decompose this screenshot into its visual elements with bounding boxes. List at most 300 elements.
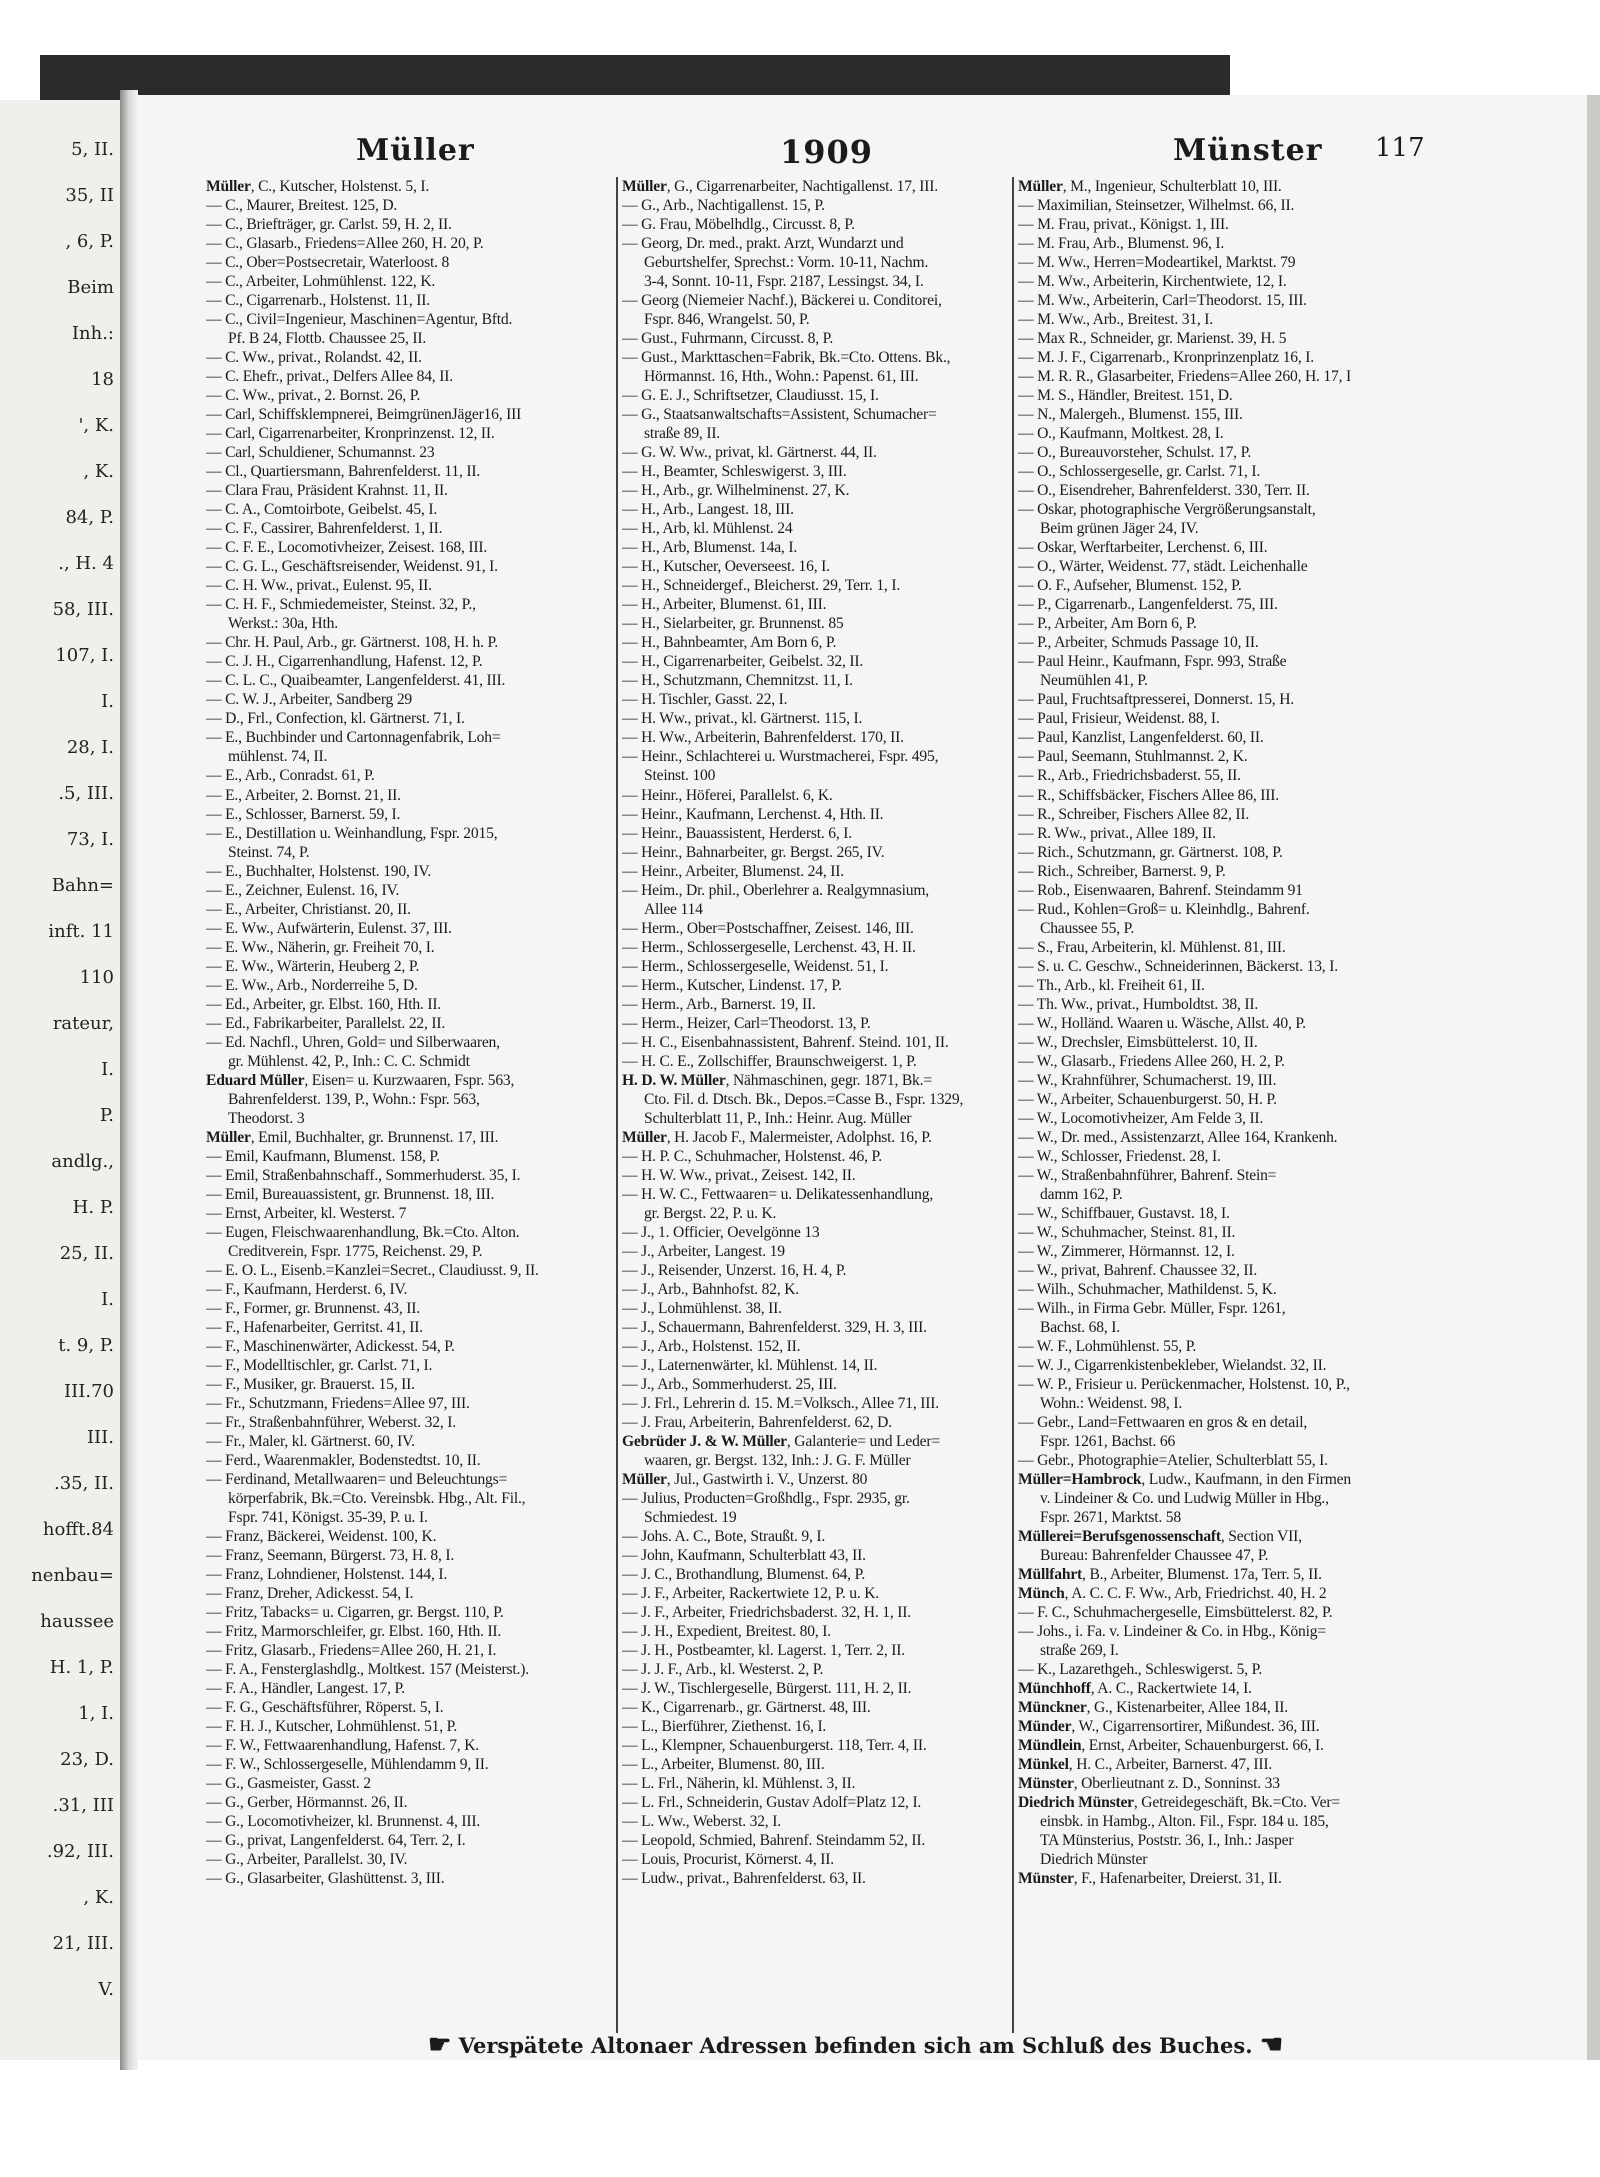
directory-entry: — Paul, Frisieur, Weidenst. 88, I. — [1018, 710, 1220, 728]
directory-entry: — E., Destillation u. Weinhandlung, Fspr. 2015, — [206, 824, 498, 842]
directory-entry: — C. F. E., Locomotivheizer, Zeisest. 168, III. — [206, 539, 488, 557]
previous-page-fragment: 23, D. — [60, 1749, 114, 1770]
directory-entry: — Max R., Schneider, gr. Marienst. 39, H. 5 — [1018, 330, 1287, 348]
directory-entry: — Carl, Schiffsklempnerei, BeimgrünenJäger16, III — [206, 406, 522, 424]
directory-entry: — W., Schuhmacher, Steinst. 81, II. — [1018, 1223, 1236, 1241]
column-middle — [622, 177, 1012, 2037]
directory-entry: — W., Drechsler, Eimsbüttelerst. 10, II. — [1018, 1033, 1258, 1051]
directory-entry: — J. Frl., Lehrerin d. 15. M.=Volksch., Allee 71, III. — [622, 1395, 939, 1412]
previous-page-fragment: P. — [99, 1105, 114, 1126]
directory-entry: — C., Civil=Ingenieur, Maschinen=Agentur, Bftd. — [206, 311, 513, 329]
directory-entry: — Wilh., Schuhmacher, Mathildenst. 5, K. — [1018, 1280, 1277, 1298]
previous-page-fragment: I. — [101, 691, 114, 712]
directory-entry: Münster, Oberlieutnant z. D., Sonninst. 33 — [1018, 1775, 1280, 1793]
directory-entry: — J., Arbeiter, Langest. 19 — [622, 1242, 785, 1260]
directory-entry: Eduard Müller, Eisen= u. Kurzwaaren, Fspr. 563, — [206, 1071, 515, 1089]
directory-entry: — W., Locomotivheizer, Am Felde 3, II. — [1018, 1109, 1264, 1127]
directory-entry: — L. Ww., Weberst. 32, I. — [622, 1813, 781, 1831]
previous-page-fragment: , 6, P. — [65, 231, 114, 252]
previous-page-fragment: 5, II. — [71, 139, 114, 160]
directory-entry: — R. Ww., privat., Allee 189, II. — [1018, 824, 1216, 842]
directory-entry: — L. Frl., Näherin, kl. Mühlenst. 3, II. — [622, 1775, 856, 1793]
directory-entry: — Ferdinand, Metallwaaren= und Beleuchtungs= — [206, 1471, 508, 1489]
previous-page-fragment: 18 — [91, 369, 114, 390]
directory-entry: — F. G., Geschäftsführer, Röperst. 5, I. — [206, 1699, 444, 1717]
footer-notice — [428, 2030, 1283, 2060]
directory-entry: — C., Maurer, Breitest. 125, D. — [206, 197, 398, 215]
directory-entry: — Heinr., Höferei, Parallelst. 6, K. — [622, 786, 833, 804]
directory-entry: — Herm., Ober=Postschaffner, Zeisest. 146, III. — [622, 919, 914, 937]
previous-page-fragment: ., H. 4 — [58, 553, 114, 574]
directory-entry: Müller, C., Kutscher, Holstenst. 5, I. — [206, 178, 430, 195]
directory-entry: — M. R. R., Glasarbeiter, Friedens=Allee 260, H. 17, I — [1018, 368, 1352, 386]
directory-entry: — E., Schlosser, Barnerst. 59, I. — [206, 805, 401, 823]
previous-page-fragment: H. 1, P. — [49, 1657, 114, 1678]
directory-entry: Münster, F., Hafenarbeiter, Dreierst. 31, II. — [1018, 1870, 1282, 1888]
column-rule — [1012, 177, 1014, 2033]
directory-entry: — P., Arbeiter, Schmuds Passage 10, II. — [1018, 634, 1259, 652]
directory-entry: — M. Ww., Arb., Breitest. 31, I. — [1018, 311, 1214, 329]
directory-entry: waaren, gr. Bergst. 132, Inh.: J. G. F. Müller — [644, 1452, 911, 1470]
directory-entry: — Heinr., Bahnarbeiter, gr. Bergst. 265, IV. — [622, 843, 885, 861]
directory-entry: — L., Klempner, Schauenburgerst. 118, Terr. 4, II. — [622, 1737, 927, 1755]
directory-entry: — D., Frl., Confection, kl. Gärtnerst. 71, I. — [206, 710, 465, 728]
directory-entry: — Georg, Dr. med., prakt. Arzt, Wundarzt und — [622, 235, 904, 253]
directory-entry: straße 89, II. — [644, 425, 721, 443]
directory-entry: — Chr. H. Paul, Arb., gr. Gärtnerst. 108, H. h. P. — [206, 634, 498, 652]
directory-entry: — G. Frau, Möbelhdlg., Circusst. 8, P. — [622, 216, 855, 234]
directory-entry: — Ed., Fabrikarbeiter, Parallelst. 22, II. — [206, 1014, 446, 1032]
directory-entry: — F. H. J., Kutscher, Lohmühlenst. 51, P. — [206, 1718, 458, 1736]
directory-entry: — Oskar, photographische Vergrößerungsanstalt, — [1018, 501, 1316, 519]
directory-entry: — E. Ww., Näherin, gr. Freiheit 70, I. — [206, 938, 435, 956]
directory-entry: — M. Ww., Arbeiterin, Kirchentwiete, 12, I. — [1018, 273, 1287, 291]
previous-page-fragment: 35, II — [65, 185, 114, 206]
directory-entry: — O. F., Aufseher, Blumenst. 152, P. — [1018, 577, 1242, 595]
directory-entry: körperfabrik, Bk.=Cto. Vereinsbk. Hbg., Alt. Fil., — [228, 1490, 526, 1508]
directory-entry: — H. Tischler, Gasst. 22, I. — [622, 691, 788, 709]
directory-entry: — H., Bahnbeamter, Am Born 6, P. — [622, 634, 837, 652]
directory-entry: Münkel, H. C., Arbeiter, Barnerst. 47, III. — [1018, 1756, 1273, 1774]
directory-entry: — W., Holländ. Waaren u. Wäsche, Allst. 40, P. — [1018, 1014, 1306, 1032]
directory-entry: — J. W., Tischlergeselle, Bürgerst. 111, H. 2, II. — [622, 1680, 912, 1698]
directory-entry: — H. C., Eisenbahnassistent, Bahrenf. Steind. 101, II. — [622, 1033, 949, 1051]
directory-entry: — H., Sielarbeiter, gr. Brunnenst. 85 — [622, 615, 844, 633]
directory-entry: Müller, Jul., Gastwirth i. V., Unzerst. 80 — [622, 1471, 868, 1489]
pointing-hand-left-icon: ☚ — [1259, 2030, 1284, 2060]
directory-entry: — Fritz, Tabacks= u. Cigarren, gr. Bergst. 110, P. — [206, 1604, 504, 1622]
directory-entry: — F. A., Händler, Langest. 17, P. — [206, 1680, 405, 1698]
directory-entry: — Rob., Eisenwaaren, Bahrenf. Steindamm 91 — [1018, 881, 1303, 899]
directory-entry: — Herm., Arb., Barnerst. 19, II. — [622, 995, 816, 1013]
directory-entry: — S., Frau, Arbeiterin, kl. Mühlenst. 81, III. — [1018, 938, 1286, 956]
directory-entry: — F., Former, gr. Brunnenst. 43, II. — [206, 1299, 420, 1317]
previous-page-fragment: I. — [101, 1059, 114, 1080]
previous-page-fragment: Bahn= — [51, 875, 114, 896]
directory-entry: — J., Arb., Bahnhofst. 82, K. — [622, 1280, 799, 1298]
directory-entry: — E. Ww., Aufwärterin, Eulenst. 37, III. — [206, 919, 452, 937]
previous-page-fragment: andlg., — [51, 1151, 114, 1172]
directory-entry: — G., Staatsanwaltschafts=Assistent, Schumacher= — [622, 406, 937, 424]
directory-entry: — Fritz, Marmorschleifer, gr. Elbst. 160, Hth. II. — [206, 1623, 502, 1641]
directory-entry: — Clara Frau, Präsident Krahnst. 11, II. — [206, 482, 448, 500]
directory-entry: — C. W. J., Arbeiter, Sandberg 29 — [206, 691, 413, 709]
previous-page-fragment: 21, III. — [52, 1933, 114, 1954]
directory-entry: Münchhoff, A. C., Rackertwiete 14, I. — [1018, 1680, 1252, 1698]
directory-entry: Münckner, G., Kistenarbeiter, Allee 184, II. — [1018, 1699, 1288, 1717]
directory-entry: Fspr. 741, Königst. 35-39, P. u. I. — [228, 1509, 428, 1527]
directory-entry: — F., Hafenarbeiter, Gerritst. 41, II. — [206, 1318, 423, 1336]
previous-page-fragment: Beim — [67, 277, 114, 298]
directory-entry: — C., Ober=Postsecretair, Waterloost. 8 — [206, 254, 450, 272]
directory-entry: — Emil, Kaufmann, Blumenst. 158, P. — [206, 1147, 440, 1165]
previous-page-fragment: ', K. — [78, 415, 114, 436]
directory-entry: — Fr., Schutzmann, Friedens=Allee 97, III. — [206, 1395, 470, 1412]
directory-entry: — E. Ww., Arb., Norderreihe 5, D. — [206, 976, 418, 994]
page-number: 117 — [1375, 133, 1425, 163]
directory-entry: — H. W. C., Fettwaaren= u. Delikatessenhandlung, — [622, 1185, 934, 1203]
directory-entry: — E., Arbeiter, Christianst. 20, II. — [206, 900, 411, 918]
directory-entry: — G., Arb., Nachtigallenst. 15, P. — [622, 197, 825, 215]
directory-entry: Müllfahrt, B., Arbeiter, Blumenst. 17a, Terr. 5, II. — [1018, 1566, 1322, 1584]
directory-entry: — G., privat, Langenfelderst. 64, Terr. 2, I. — [206, 1832, 466, 1850]
previous-page-fragment: 84, P. — [65, 507, 114, 528]
directory-entry: — N., Malergeh., Blumenst. 155, III. — [1018, 406, 1243, 424]
directory-entry: — Paul Heinr., Kaufmann, Fspr. 993, Straße — [1018, 653, 1287, 671]
directory-entry: — Cl., Quartiersmann, Bahrenfelderst. 11, II. — [206, 463, 481, 481]
directory-entry: — H., Arbeiter, Blumenst. 61, III. — [622, 596, 827, 614]
previous-page-fragment: 25, II. — [59, 1243, 114, 1264]
directory-entry: — W., Schiffbauer, Gustavst. 18, I. — [1018, 1204, 1230, 1222]
directory-entry: — E., Arb., Conradst. 61, P. — [206, 767, 375, 785]
directory-entry: — Gust., Markttaschen=Fabrik, Bk.=Cto. Ottens. Bk., — [622, 349, 951, 367]
directory-entry: — Franz, Lohndiener, Holstenst. 144, I. — [206, 1566, 448, 1584]
directory-entry: — J. H., Expedient, Breitest. 80, I. — [622, 1623, 831, 1641]
directory-entry: — Heinr., Arbeiter, Blumenst. 24, II. — [622, 862, 844, 880]
scanner-edge-bar — [40, 55, 1275, 100]
directory-entry: — P., Arbeiter, Am Born 6, P. — [1018, 615, 1197, 633]
directory-entry: — G., Arbeiter, Parallelst. 30, IV. — [206, 1851, 408, 1869]
previous-page-fragment: H. P. — [72, 1197, 114, 1218]
directory-entry: Müllerei=Berufsgenossenschaft, Section VII, — [1018, 1528, 1302, 1546]
directory-entry: — O., Kaufmann, Moltkest. 28, I. — [1018, 425, 1224, 443]
directory-entry: — E., Zeichner, Eulenst. 16, IV. — [206, 881, 400, 899]
directory-entry: gr. Mühlenst. 42, P., Inh.: C. C. Schmidt — [228, 1052, 470, 1070]
previous-page-fragment: .92, III. — [46, 1841, 114, 1862]
directory-entry: v. Lindeiner & Co. und Ludwig Müller in Hbg., — [1040, 1490, 1329, 1508]
directory-entry: — J. F., Arbeiter, Rackertwiete 12, P. u. K. — [622, 1585, 879, 1603]
directory-entry: — Paul, Seemann, Stuhlmannst. 2, K. — [1018, 748, 1248, 766]
previous-page-fragment: I. — [101, 1289, 114, 1310]
directory-entry: Müller=Hambrock, Ludw., Kaufmann, in den Firmen — [1018, 1471, 1351, 1489]
previous-page-fragment: 28, I. — [66, 737, 114, 758]
directory-entry: — Louis, Procurist, Körnerst. 4, II. — [622, 1851, 834, 1869]
directory-entry: — H., Schutzmann, Chemnitzst. 11, I. — [622, 672, 853, 690]
directory-entry: — R., Arb., Friedrichsbaderst. 55, II. — [1018, 767, 1241, 785]
scan-background — [138, 2060, 1600, 2177]
previous-page-fragment: t. 9, P. — [58, 1335, 114, 1356]
directory-entry: damm 162, P. — [1040, 1185, 1123, 1203]
directory-entry: — H., Arb., gr. Wilhelminenst. 27, K. — [622, 482, 850, 500]
directory-entry: — Ludw., privat., Bahrenfelderst. 63, II. — [622, 1870, 866, 1888]
directory-entry: — J. H., Postbeamter, kl. Lagerst. 1, Terr. 2, II. — [622, 1642, 905, 1660]
directory-entry: — H., Beamter, Schleswigerst. 3, III. — [622, 463, 847, 481]
directory-entry: — Ernst, Arbeiter, kl. Westerst. 7 — [206, 1204, 407, 1222]
previous-page-fragment: inft. 11 — [48, 921, 114, 942]
directory-entry: Gebrüder J. & W. Müller, Galanterie= und Leder= — [622, 1433, 940, 1451]
directory-entry: — Franz, Seemann, Bürgerst. 73, H. 8, I. — [206, 1547, 455, 1565]
directory-entry: Bureau: Bahrenfelder Chaussee 47, P. — [1040, 1547, 1269, 1565]
directory-entry: — M. Ww., Herren=Modeartikel, Marktst. 79 — [1018, 254, 1296, 272]
directory-entry: — Th. Ww., privat., Humboldtst. 38, II. — [1018, 995, 1259, 1013]
directory-entry: — G., Gasmeister, Gasst. 2 — [206, 1775, 371, 1793]
directory-entry: — Ed. Nachfl., Uhren, Gold= und Silberwaaren, — [206, 1033, 500, 1051]
directory-entry: — Georg (Niemeier Nachf.), Bäckerei u. Conditorei, — [622, 292, 942, 310]
directory-entry: — Carl, Schuldiener, Schumannst. 23 — [206, 444, 435, 462]
directory-entry: — H., Arb, Blumenst. 14a, I. — [622, 539, 798, 557]
directory-entry: — F. W., Schlossergeselle, Mühlendamm 9, II. — [206, 1756, 489, 1774]
directory-entry: — J., 1. Officier, Oevelgönne 13 — [622, 1223, 820, 1241]
directory-entry: — Johs., i. Fa. v. Lindeiner & Co. in Hbg., König= — [1018, 1623, 1326, 1641]
directory-entry: — F. A., Fensterglashdlg., Moltkest. 157 (Meisterst.). — [206, 1661, 529, 1679]
directory-entry: Fspr. 1261, Bachst. 66 — [1040, 1433, 1176, 1451]
directory-entry: — J., Schauermann, Bahrenfelderst. 329, H. 3, III. — [622, 1318, 927, 1336]
directory-entry: — W., Schlosser, Friedenst. 28, I. — [1018, 1147, 1221, 1165]
previous-page-edge — [0, 100, 123, 2060]
directory-entry: — F., Modelltischler, gr. Carlst. 71, I. — [206, 1356, 433, 1374]
directory-entry: — M. Ww., Arbeiterin, Carl=Theodorst. 15, III. — [1018, 292, 1307, 310]
directory-entry: — W. P., Frisieur u. Perückenmacher, Holstenst. 10, P., — [1018, 1375, 1350, 1393]
previous-page-fragment: 107, I. — [55, 645, 114, 666]
directory-entry: — G., Locomotivheizer, kl. Brunnenst. 4, III. — [206, 1813, 481, 1831]
previous-page-fragment: nenbau= — [31, 1565, 114, 1586]
directory-entry: — H., Arb., Langest. 18, III. — [622, 501, 794, 519]
directory-entry: — C. A., Comtoirbote, Geibelst. 45, I. — [206, 501, 438, 519]
directory-entry: — Eugen, Fleischwaarenhandlung, Bk.=Cto. Alton. — [206, 1223, 520, 1241]
directory-entry: — Oskar, Werftarbeiter, Lerchenst. 6, III. — [1018, 539, 1268, 557]
directory-entry: — S. u. C. Geschw., Schneiderinnen, Bäckerst. 13, I. — [1018, 957, 1338, 975]
directory-entry: — G. E. J., Schriftsetzer, Claudiusst. 15, I. — [622, 387, 879, 405]
directory-entry: — Johs. A. C., Bote, Straußt. 9, I. — [622, 1528, 826, 1546]
directory-entry: — J. J. F., Arb., kl. Westerst. 2, P. — [622, 1661, 824, 1679]
directory-entry: — Ferd., Waarenmakler, Bodenstedtst. 10, II. — [206, 1452, 481, 1470]
column-right — [1018, 177, 1413, 2037]
directory-entry: Beim grünen Jäger 24, IV. — [1040, 520, 1199, 538]
directory-entry: — C., Briefträger, gr. Carlst. 59, H. 2, II. — [206, 216, 452, 234]
directory-entry: — M. Frau, Arb., Blumenst. 96, I. — [1018, 235, 1225, 253]
directory-entry: — W., Zimmerer, Hörmannst. 12, I. — [1018, 1242, 1235, 1260]
directory-entry: — W., Glasarb., Friedens Allee 260, H. 2, P. — [1018, 1052, 1285, 1070]
previous-page-fragment: III.70 — [64, 1381, 114, 1402]
directory-entry: — Heinr., Kaufmann, Lerchenst. 4, Hth. II. — [622, 805, 884, 823]
previous-page-fragment: .35, II. — [53, 1473, 114, 1494]
directory-entry: — J. F., Arbeiter, Friedrichsbaderst. 32, H. 1, II. — [622, 1604, 911, 1622]
directory-entry: — H. P. C., Schuhmacher, Holstenst. 46, P. — [622, 1147, 882, 1165]
directory-entry: — F. W., Fettwaarenhandlung, Hafenst. 7, K. — [206, 1737, 479, 1755]
directory-entry: — Wilh., in Firma Gebr. Müller, Fspr. 1261, — [1018, 1299, 1286, 1317]
directory-entry: Theodorst. 3 — [228, 1109, 305, 1127]
directory-entry: einsbk. in Hambg., Alton. Fil., Fspr. 184 u. 185, — [1040, 1813, 1329, 1831]
directory-entry: — W., privat, Bahrenf. Chaussee 32, II. — [1018, 1261, 1258, 1279]
directory-entry: Geburtshelfer, Sprechst.: Vorm. 10-11, Nachm. — [644, 254, 929, 272]
directory-entry: — C. H. Ww., privat., Eulenst. 95, II. — [206, 577, 432, 595]
previous-page-fragment: 73, I. — [66, 829, 114, 850]
directory-entry: Hörmannst. 16, Hth., Wohn.: Papenst. 61, III. — [644, 368, 919, 386]
directory-entry: — H., Schneidergef., Bleicherst. 29, Terr. 1, I. — [622, 577, 901, 595]
previous-page-fragment: 58, III. — [52, 599, 114, 620]
directory-entry: Bahrenfelderst. 139, P., Wohn.: Fspr. 563, — [228, 1090, 480, 1108]
directory-entry: — E. O. L., Eisenb.=Kanzlei=Secret., Claudiusst. 9, II. — [206, 1261, 539, 1279]
directory-entry: TA Münsterius, Poststr. 36, I., Inh.: Jasper — [1040, 1832, 1294, 1850]
directory-entry: — H. C. E., Zollschiffer, Braunschweigerst. 1, P. — [622, 1052, 917, 1070]
directory-entry: — C. Ehefr., privat., Delfers Allee 84, II. — [206, 368, 453, 386]
directory-entry: Fspr. 846, Wrangelst. 50, P. — [644, 311, 810, 329]
pointing-hand-right-icon: ☛ — [428, 2030, 452, 2060]
directory-entry: — Leopold, Schmied, Bahrenf. Steindamm 52, II. — [622, 1832, 926, 1850]
directory-entry: — F., Kaufmann, Herderst. 6, IV. — [206, 1280, 408, 1298]
directory-entry: Wohn.: Weidenst. 98, I. — [1040, 1395, 1183, 1412]
directory-entry: — Rud., Kohlen=Groß= u. Kleinhdlg., Bahrenf. — [1018, 900, 1310, 918]
directory-entry: Mündlein, Ernst, Arbeiter, Schauenburgerst. 66, I. — [1018, 1737, 1324, 1755]
previous-page-fragment: .5, III. — [58, 783, 114, 804]
directory-entry: Münch, A. C. C. F. Ww., Arb, Friedrichst. 40, H. 2 — [1018, 1585, 1327, 1603]
directory-entry: — Franz, Bäckerei, Weidenst. 100, K. — [206, 1528, 437, 1546]
directory-entry: — W. J., Cigarrenkistenbekleber, Wielandst. 32, II. — [1018, 1356, 1327, 1374]
directory-entry: — J. Frau, Arbeiterin, Bahrenfelderst. 62, D. — [622, 1414, 892, 1432]
directory-entry: — K., Lazarethgeh., Schleswigerst. 5, P. — [1018, 1661, 1263, 1679]
directory-entry: — Heinr., Bauassistent, Herderst. 6, I. — [622, 824, 852, 842]
directory-entry: — C., Arbeiter, Lohmühlenst. 122, K. — [206, 273, 436, 291]
previous-page-fragment: V. — [98, 1979, 114, 2000]
directory-entry: 3-4, Sonnt. 10-11, Fspr. 2187, Lessingst. 34, I. — [644, 273, 924, 291]
directory-entry: Schmiedest. 19 — [644, 1509, 737, 1527]
directory-entry: Müller, M., Ingenieur, Schulterblatt 10, III. — [1018, 178, 1282, 195]
directory-entry: — G. W. Ww., privat, kl. Gärtnerst. 44, II. — [622, 444, 877, 462]
directory-entry: — Rich., Schutzmann, gr. Gärtnerst. 108, P. — [1018, 843, 1283, 861]
previous-page-fragment: , K. — [83, 1887, 114, 1908]
directory-entry: — Paul, Kanzlist, Langenfelderst. 60, II. — [1018, 729, 1264, 747]
directory-entry: — O., Eisendreher, Bahrenfelderst. 330, Terr. II. — [1018, 482, 1310, 500]
directory-entry: — F. C., Schuhmachergeselle, Eimsbüttelerst. 82, P. — [1018, 1604, 1333, 1622]
directory-entry: — Heim., Dr. phil., Oberlehrer a. Realgymnasium, — [622, 881, 929, 899]
directory-entry: — C. J. H., Cigarrenhandlung, Hafenst. 12, P. — [206, 653, 483, 671]
directory-entry: — Herm., Schlossergeselle, Weidenst. 51, I. — [622, 957, 889, 975]
directory-entry: — M. Frau, privat., Königst. 1, III. — [1018, 216, 1229, 234]
directory-entry: Pf. B 24, Flottb. Chaussee 25, II. — [228, 330, 427, 348]
previous-page-fragment: rateur, — [52, 1013, 114, 1034]
running-head-right: Münster — [1173, 133, 1323, 168]
directory-entry: — H. Ww., privat., kl. Gärtnerst. 115, I. — [622, 710, 863, 728]
running-head-left: Müller — [356, 133, 475, 168]
directory-entry: Steinst. 74, P. — [228, 843, 310, 861]
directory-entry: — Herm., Schlossergeselle, Lerchenst. 43, H. II. — [622, 938, 916, 956]
directory-entry: — H., Arb, kl. Mühlenst. 24 — [622, 520, 793, 538]
directory-entry: — W. F., Lohmühlenst. 55, P. — [1018, 1337, 1197, 1355]
directory-entry: — H., Kutscher, Oeverseest. 16, I. — [622, 558, 830, 576]
directory-entry: — Fr., Straßenbahnführer, Weberst. 32, I. — [206, 1414, 456, 1432]
directory-entry: — J., Arb., Sommerhuderst. 25, III. — [622, 1375, 837, 1393]
directory-entry: — K., Cigarrenarb., gr. Gärtnerst. 48, III. — [622, 1699, 871, 1717]
directory-entry: Allee 114 — [644, 900, 703, 918]
directory-entry: — Rich., Schreiber, Barnerst. 9, P. — [1018, 862, 1226, 880]
directory-entry: — Herm., Heizer, Carl=Theodorst. 13, P. — [622, 1014, 871, 1032]
previous-page-fragment: III. — [86, 1427, 114, 1448]
directory-entry: H. D. W. Müller, Nähmaschinen, gegr. 1871, Bk.= — [622, 1071, 932, 1089]
column-left — [206, 177, 618, 2037]
directory-entry: — J., Reisender, Unzerst. 16, H. 4, P. — [622, 1261, 847, 1279]
directory-entry: — Th., Arb., kl. Freiheit 61, II. — [1018, 976, 1205, 994]
directory-entry: — H., Cigarrenarbeiter, Geibelst. 32, II. — [622, 653, 864, 671]
directory-entry: — H. W. Ww., privat., Zeisest. 142, II. — [622, 1166, 856, 1184]
directory-entry: — O., Bureauvorsteher, Schulst. 17, P. — [1018, 444, 1252, 462]
directory-entry: mühlenst. 74, II. — [228, 748, 328, 766]
directory-entry: Steinst. 100 — [644, 767, 716, 785]
previous-page-fragment: haussee — [40, 1611, 114, 1632]
directory-entry: — C. H. F., Schmiedemeister, Steinst. 32, P., — [206, 596, 476, 614]
book-gutter — [120, 90, 138, 2070]
directory-entry: — J., Arb., Holstenst. 152, II. — [622, 1337, 801, 1355]
directory-entry: — F., Musiker, gr. Brauerst. 15, II. — [206, 1375, 415, 1393]
directory-entry: — Ed., Arbeiter, gr. Elbst. 160, Hth. II. — [206, 995, 442, 1013]
directory-entry: — G., Glasarbeiter, Glashüttenst. 3, III. — [206, 1870, 445, 1888]
directory-entry: — P., Cigarrenarb., Langenfelderst. 75, III. — [1018, 596, 1278, 614]
previous-page-fragment: Inh.: — [71, 323, 114, 344]
directory-entry: — H. Ww., Arbeiterin, Bahrenfelderst. 170, II. — [622, 729, 904, 747]
directory-entry: Diedrich Münster, Getreidegeschäft, Bk.=Cto. Ver= — [1018, 1794, 1340, 1812]
directory-entry: Bachst. 68, I. — [1040, 1318, 1120, 1336]
directory-entry: Müller, H. Jacob F., Malermeister, Adolphst. 16, P. — [622, 1128, 932, 1146]
directory-entry: Creditverein, Fspr. 1775, Reichenst. 29, P. — [228, 1242, 483, 1260]
directory-entry: — J., Lohmühlenst. 38, II. — [622, 1299, 782, 1317]
directory-entry: — C. L. C., Quaibeamter, Langenfelderst. 41, III. — [206, 672, 506, 690]
directory-entry: straße 269, I. — [1040, 1642, 1119, 1660]
column-rule — [616, 177, 618, 2033]
previous-page-fragment: hofft.84 — [42, 1519, 114, 1540]
directory-entry: — R., Schiffsbäcker, Fischers Allee 86, III. — [1018, 786, 1279, 804]
directory-entry: — C., Cigarrenarb., Holstenst. 11, II. — [206, 292, 430, 310]
directory-entry: — J. C., Brothandlung, Blumenst. 64, P. — [622, 1566, 866, 1584]
directory-entry: Werkst.: 30a, Hth. — [228, 615, 338, 633]
page-edge-shadow — [1587, 95, 1600, 2070]
directory-entry: — Paul, Fruchtsaftpresserei, Donnerst. 15, H. — [1018, 691, 1294, 709]
previous-page-fragment: .31, III — [52, 1795, 114, 1816]
directory-entry: gr. Bergst. 22, P. u. K. — [644, 1204, 777, 1222]
directory-entry: — E., Arbeiter, 2. Bornst. 21, II. — [206, 786, 401, 804]
directory-entry: — L. Frl., Schneiderin, Gustav Adolf=Platz 12, I. — [622, 1794, 922, 1812]
directory-page — [138, 95, 1600, 2070]
previous-page-fragment: , K. — [83, 461, 114, 482]
directory-entry: — Carl, Cigarrenarbeiter, Kronprinzenst. 12, II. — [206, 425, 495, 443]
directory-entry: — Julius, Producten=Großhdlg., Fspr. 2935, gr. — [622, 1490, 910, 1508]
previous-page-fragment: 1, I. — [78, 1703, 114, 1724]
directory-entry: — G., Gerber, Hörmannst. 26, II. — [206, 1794, 408, 1812]
directory-entry: — C. F., Cassirer, Bahrenfelderst. 1, II. — [206, 520, 443, 538]
directory-entry: — Fritz, Glasarb., Friedens=Allee 260, H. 21, I. — [206, 1642, 497, 1660]
directory-entry: Müller, Emil, Buchhalter, gr. Brunnenst. 17, III. — [206, 1128, 499, 1146]
directory-entry: — C. Ww., privat., 2. Bornst. 26, P. — [206, 387, 421, 405]
directory-entry: — O., Schlossergeselle, gr. Carlst. 71, I. — [1018, 463, 1261, 481]
directory-entry: — R., Schreiber, Fischers Allee 82, II. — [1018, 805, 1250, 823]
directory-entry: — W., Dr. med., Assistenzarzt, Allee 164, Krankenh. — [1018, 1128, 1338, 1146]
directory-entry: — Fr., Maler, kl. Gärtnerst. 60, IV. — [206, 1433, 415, 1451]
directory-entry: — O., Wärter, Weidenst. 77, städt. Leichenhalle — [1018, 558, 1308, 576]
running-head-year: 1909 — [780, 133, 874, 171]
directory-entry: — J., Laternenwärter, kl. Mühlenst. 14, II. — [622, 1356, 878, 1374]
directory-entry: Münder, W., Cigarrensortirer, Mißundest. 36, III. — [1018, 1718, 1320, 1736]
directory-entry: Chaussee 55, P. — [1040, 919, 1135, 937]
directory-entry: — L., Bierführer, Ziethenst. 16, I. — [622, 1718, 827, 1736]
directory-entry: — F., Maschinenwärter, Adickesst. 54, P. — [206, 1337, 455, 1355]
